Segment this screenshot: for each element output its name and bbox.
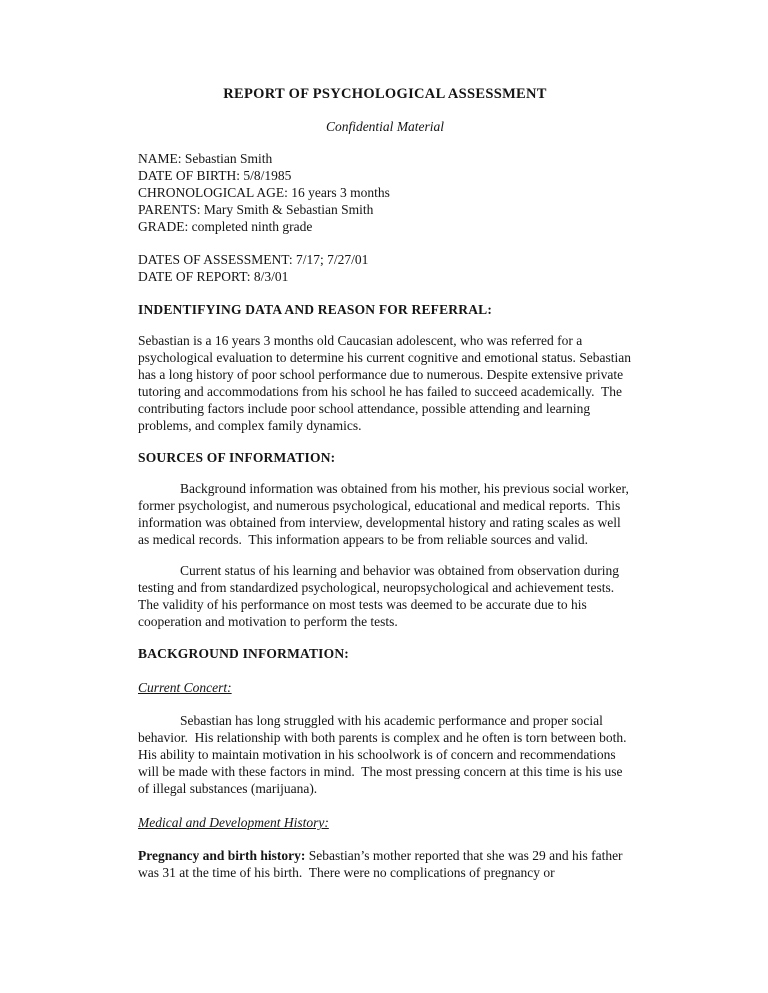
- background-information-heading: BACKGROUND INFORMATION:: [138, 646, 349, 661]
- sources-paragraph-2: Current status of his learning and behavior was obtained from observation during testing and from standardized psychological, neuropsychological and achievement tests. The validity of his performance on most tests was deemed to be accurate due to his cooperation and motivation to perform the tests.: [138, 563, 623, 629]
- dates-of-assessment-line: DATES OF ASSESSMENT: 7/17; 7/27/01: [138, 252, 369, 267]
- current-concern-subheading: Current Concert:: [138, 680, 232, 695]
- identifying-data-heading: INDENTIFYING DATA AND REASON FOR REFERRAL:: [138, 302, 493, 317]
- pregnancy-history-text: Sebastian’s mother reported that she was 29 and his father was 31 at the time of his birth. There were no complications of pregnancy or: [138, 848, 626, 880]
- info-line-name: NAME: Sebastian Smith: [138, 151, 273, 166]
- current-concern-paragraph: Sebastian has long struggled with his academic performance and proper social behavior. His relationship with both parents is complex and he often is torn between both. His ability to maintain motivation in his schoolwork is of concern and recommendations will be made with these factors in mind. The most pressing concern at this time is his use of illegal substances (marijuana).: [138, 713, 634, 796]
- info-line-date-of-birth: DATE OF BIRTH: 5/8/1985: [138, 168, 292, 183]
- assessment-dates-block: [138, 251, 632, 285]
- patient-info-block: [138, 150, 632, 235]
- pregnancy-history-paragraph: [138, 847, 632, 881]
- identifying-data-paragraph: Sebastian is a 16 years 3 months old Caucasian adolescent, who was referred for a psychological evaluation to determine his current cognitive and emotional status. Sebastian has a long history of poor school performance due to numerous. Despite extensive private tutoring and accommodations from his school he has failed to succeed academically. The contributing factors include poor school attendance, possible attending and learning problems, and complex family dynamics.: [138, 333, 635, 433]
- info-line-parents: PARENTS: Mary Smith & Sebastian Smith: [138, 202, 374, 217]
- pregnancy-history-label: Pregnancy and birth history:: [138, 848, 306, 863]
- info-line-chronological-age: CHRONOLOGICAL AGE: 16 years 3 months: [138, 185, 390, 200]
- confidential-subtitle: Confidential Material: [325, 119, 445, 134]
- sources-of-information-heading: SOURCES OF INFORMATION:: [138, 450, 336, 465]
- report-title: REPORT OF PSYCHOLOGICAL ASSESSMENT: [223, 86, 547, 102]
- date-of-report-line: DATE OF REPORT: 8/3/01: [138, 269, 289, 284]
- info-line-grade: GRADE: completed ninth grade: [138, 219, 313, 234]
- sources-paragraph-1: Background information was obtained from his mother, his previous social worker, former psychologist, and numerous psychological, educational and medical reports. This information was obtained from interview, developmental history and rating scales as well as medical records. This information appears to be from reliable sources and valid.: [138, 481, 633, 547]
- medical-history-subheading: Medical and Development History:: [138, 815, 329, 830]
